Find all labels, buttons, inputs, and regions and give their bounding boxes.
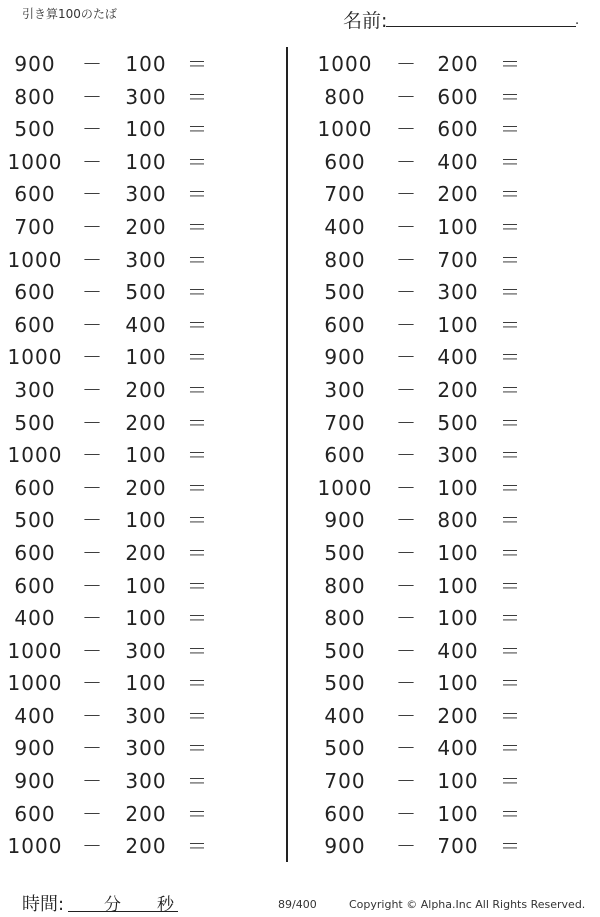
minus-sign: － [82,638,103,663]
minuend: 900 [14,736,56,761]
minuend: 700 [324,182,366,207]
subtrahend: 100 [125,671,167,696]
subtrahend: 700 [437,834,479,859]
subtrahend: 300 [125,703,167,728]
equals-sign: ＝ [500,475,521,500]
equals-sign: ＝ [187,834,208,859]
subtrahend: 400 [437,149,479,174]
subtrahend: 200 [125,801,167,826]
problem-row [310,635,590,668]
subtrahend: 300 [437,443,479,468]
minuend: 500 [324,671,366,696]
minuend: 1000 [317,475,373,500]
problem-row [310,374,590,407]
minus-sign: － [82,84,103,109]
equals-sign: ＝ [500,606,521,631]
problem-row [0,472,280,505]
minuend: 400 [14,703,56,728]
problem-row [310,700,590,733]
minuend: 900 [324,345,366,370]
equals-sign: ＝ [500,117,521,142]
subtrahend: 200 [125,540,167,565]
subtrahend: 200 [125,377,167,402]
minuend: 500 [14,410,56,435]
minuend: 500 [14,117,56,142]
name-write-line [386,26,576,27]
minus-sign: － [396,345,417,370]
minus-sign: － [396,182,417,207]
minus-sign: － [396,606,417,631]
subtrahend: 100 [437,671,479,696]
equals-sign: ＝ [500,312,521,337]
subtrahend: 300 [125,736,167,761]
minus-sign: － [82,280,103,305]
minuend: 600 [324,149,366,174]
minus-sign: － [396,508,417,533]
minus-sign: － [82,834,103,859]
minus-sign: － [82,769,103,794]
minus-sign: － [396,475,417,500]
problem-row [310,341,590,374]
minuend: 900 [14,52,56,76]
equals-sign: ＝ [187,801,208,826]
subtrahend: 500 [437,410,479,435]
subtrahend: 300 [125,84,167,109]
subtrahend: 100 [125,52,167,76]
problem-row [0,732,280,765]
problem-row [310,439,590,472]
right-problem-column [310,48,590,863]
minus-sign: － [82,573,103,598]
minuend: 500 [324,540,366,565]
problem-row [0,146,280,179]
minuend: 500 [14,508,56,533]
problem-row [0,700,280,733]
problem-row [310,178,590,211]
subtrahend: 600 [437,84,479,109]
minuend: 600 [14,312,56,337]
minuend: 600 [14,280,56,305]
problem-row [310,211,590,244]
minuend: 600 [14,182,56,207]
equals-sign: ＝ [500,508,521,533]
worksheet-title: 引き算100のたば [22,7,117,21]
subtrahend: 500 [125,280,167,305]
minus-sign: － [82,508,103,533]
problem-row [0,407,280,440]
equals-sign: ＝ [500,149,521,174]
equals-sign: ＝ [500,736,521,761]
problem-row [0,309,280,342]
minus-sign: － [396,769,417,794]
name-line-dot: . [575,13,580,28]
equals-sign: ＝ [187,638,208,663]
minuend: 600 [324,312,366,337]
minus-sign: － [82,247,103,272]
equals-sign: ＝ [500,214,521,239]
subtrahend: 200 [437,377,479,402]
subtrahend: 200 [437,52,479,76]
minuend: 500 [324,638,366,663]
problem-row [310,244,590,277]
equals-sign: ＝ [500,801,521,826]
subtrahend: 100 [437,312,479,337]
minuend: 400 [14,606,56,631]
problem-row [310,504,590,537]
equals-sign: ＝ [500,703,521,728]
minus-sign: － [82,410,103,435]
minus-sign: － [396,801,417,826]
equals-sign: ＝ [500,410,521,435]
minus-sign: － [396,671,417,696]
minus-sign: － [82,312,103,337]
equals-sign: ＝ [187,736,208,761]
minuend: 300 [324,377,366,402]
minus-sign: － [82,214,103,239]
equals-sign: ＝ [500,84,521,109]
minus-sign: － [396,117,417,142]
equals-sign: ＝ [500,182,521,207]
equals-sign: ＝ [187,52,208,76]
seconds-label: 秒 [157,895,174,915]
subtrahend: 100 [125,508,167,533]
subtrahend: 100 [437,769,479,794]
minuend: 500 [324,736,366,761]
problem-row [310,276,590,309]
problem-row [310,113,590,146]
minuend: 1000 [7,247,63,272]
subtrahend: 400 [437,638,479,663]
minus-sign: － [82,801,103,826]
minus-sign: － [82,117,103,142]
minuend: 700 [324,410,366,435]
minuend: 600 [14,573,56,598]
problem-row [0,178,280,211]
minuend: 600 [324,443,366,468]
problem-row [0,635,280,668]
equals-sign: ＝ [187,214,208,239]
equals-sign: ＝ [187,606,208,631]
subtrahend: 100 [125,117,167,142]
subtrahend: 200 [125,214,167,239]
problem-row [310,309,590,342]
minus-sign: － [396,84,417,109]
minus-sign: － [82,52,103,76]
minuend: 700 [14,214,56,239]
problem-row [0,830,280,863]
minus-sign: － [82,377,103,402]
minus-sign: － [396,573,417,598]
problem-row [310,146,590,179]
subtrahend: 200 [125,410,167,435]
problem-row [310,407,590,440]
equals-sign: ＝ [187,443,208,468]
name-label: 名前: [343,10,388,32]
problem-row [0,244,280,277]
equals-sign: ＝ [500,671,521,696]
minuend: 800 [324,84,366,109]
minus-sign: － [396,736,417,761]
subtrahend: 100 [437,606,479,631]
minus-sign: － [396,410,417,435]
minus-sign: － [396,540,417,565]
problem-row [310,732,590,765]
minus-sign: － [82,345,103,370]
minus-sign: － [82,540,103,565]
minuend: 1000 [7,834,63,859]
page-number: 89/400 [278,898,317,911]
equals-sign: ＝ [187,84,208,109]
equals-sign: ＝ [187,345,208,370]
subtrahend: 100 [437,214,479,239]
subtrahend: 700 [437,247,479,272]
equals-sign: ＝ [500,769,521,794]
subtrahend: 300 [125,182,167,207]
subtrahend: 800 [437,508,479,533]
problem-row [0,374,280,407]
subtrahend: 100 [125,149,167,174]
subtrahend: 100 [125,573,167,598]
equals-sign: ＝ [187,540,208,565]
minuend: 600 [14,540,56,565]
minus-sign: － [396,443,417,468]
subtrahend: 600 [437,117,479,142]
time-label: 時間: [22,894,65,915]
minuend: 500 [324,280,366,305]
minuend: 1000 [317,52,373,76]
minuend: 1000 [7,671,63,696]
equals-sign: ＝ [500,638,521,663]
minuend: 1000 [7,149,63,174]
problem-row [0,667,280,700]
equals-sign: ＝ [187,508,208,533]
minus-sign: － [396,312,417,337]
equals-sign: ＝ [500,834,521,859]
problem-row [310,81,590,114]
minus-sign: － [82,149,103,174]
minus-sign: － [82,671,103,696]
minuend: 600 [14,801,56,826]
minus-sign: － [396,247,417,272]
equals-sign: ＝ [187,247,208,272]
minuend: 600 [324,801,366,826]
problem-row [0,602,280,635]
equals-sign: ＝ [187,312,208,337]
problem-row [0,798,280,831]
problem-row [310,765,590,798]
subtrahend: 100 [437,573,479,598]
subtrahend: 100 [125,345,167,370]
equals-sign: ＝ [500,540,521,565]
minuend: 400 [324,214,366,239]
subtrahend: 400 [125,312,167,337]
problem-row [310,537,590,570]
problem-row [0,81,280,114]
minuend: 1000 [7,638,63,663]
minus-sign: － [396,214,417,239]
equals-sign: ＝ [500,573,521,598]
subtrahend: 300 [125,769,167,794]
equals-sign: ＝ [187,280,208,305]
equals-sign: ＝ [187,149,208,174]
minuend: 700 [324,769,366,794]
minuend: 1000 [7,345,63,370]
minus-sign: － [82,182,103,207]
minus-sign: － [396,834,417,859]
equals-sign: ＝ [187,703,208,728]
minuend: 600 [14,475,56,500]
equals-sign: ＝ [187,182,208,207]
minus-sign: － [82,443,103,468]
problem-row [310,602,590,635]
problem-row [0,48,280,81]
problem-row [310,798,590,831]
problem-row [0,113,280,146]
minutes-label: 分 [104,895,121,915]
subtrahend: 400 [437,345,479,370]
equals-sign: ＝ [187,117,208,142]
minuend: 300 [14,377,56,402]
minuend: 800 [324,573,366,598]
minuend: 900 [324,834,366,859]
problem-row [0,537,280,570]
column-divider [286,47,288,862]
minuend: 900 [14,769,56,794]
equals-sign: ＝ [187,573,208,598]
minus-sign: － [396,703,417,728]
minuend: 800 [14,84,56,109]
subtrahend: 100 [125,606,167,631]
minuend: 400 [324,703,366,728]
minus-sign: － [82,475,103,500]
problem-row [310,570,590,603]
equals-sign: ＝ [187,769,208,794]
subtrahend: 200 [437,182,479,207]
equals-sign: ＝ [500,377,521,402]
minuend: 1000 [317,117,373,142]
problem-row [0,765,280,798]
problem-row [310,472,590,505]
minus-sign: － [82,736,103,761]
equals-sign: ＝ [500,247,521,272]
problem-row [0,504,280,537]
subtrahend: 300 [125,247,167,272]
problem-row [0,341,280,374]
subtrahend: 300 [125,638,167,663]
subtrahend: 100 [437,801,479,826]
subtrahend: 200 [125,475,167,500]
equals-sign: ＝ [500,345,521,370]
problem-row [310,48,590,81]
minuend: 900 [324,508,366,533]
equals-sign: ＝ [187,671,208,696]
minus-sign: － [82,703,103,728]
minus-sign: － [82,606,103,631]
minus-sign: － [396,377,417,402]
equals-sign: ＝ [187,377,208,402]
subtrahend: 100 [125,443,167,468]
equals-sign: ＝ [187,475,208,500]
problem-row [0,570,280,603]
problem-row [0,439,280,472]
minuend: 800 [324,606,366,631]
subtrahend: 100 [437,475,479,500]
subtrahend: 200 [125,834,167,859]
minuend: 1000 [7,443,63,468]
problem-row [310,667,590,700]
minuend: 800 [324,247,366,272]
minus-sign: － [396,149,417,174]
subtrahend: 100 [437,540,479,565]
minus-sign: － [396,280,417,305]
equals-sign: ＝ [500,443,521,468]
problem-row [0,276,280,309]
subtrahend: 300 [437,280,479,305]
copyright-notice: Copyright © Alpha.Inc All Rights Reserved. [349,898,586,911]
equals-sign: ＝ [500,52,521,76]
equals-sign: ＝ [187,410,208,435]
minus-sign: － [396,638,417,663]
subtrahend: 400 [437,736,479,761]
problem-row [310,830,590,863]
left-problem-column [0,48,280,863]
subtrahend: 200 [437,703,479,728]
minus-sign: － [396,52,417,76]
equals-sign: ＝ [500,280,521,305]
problem-row [0,211,280,244]
